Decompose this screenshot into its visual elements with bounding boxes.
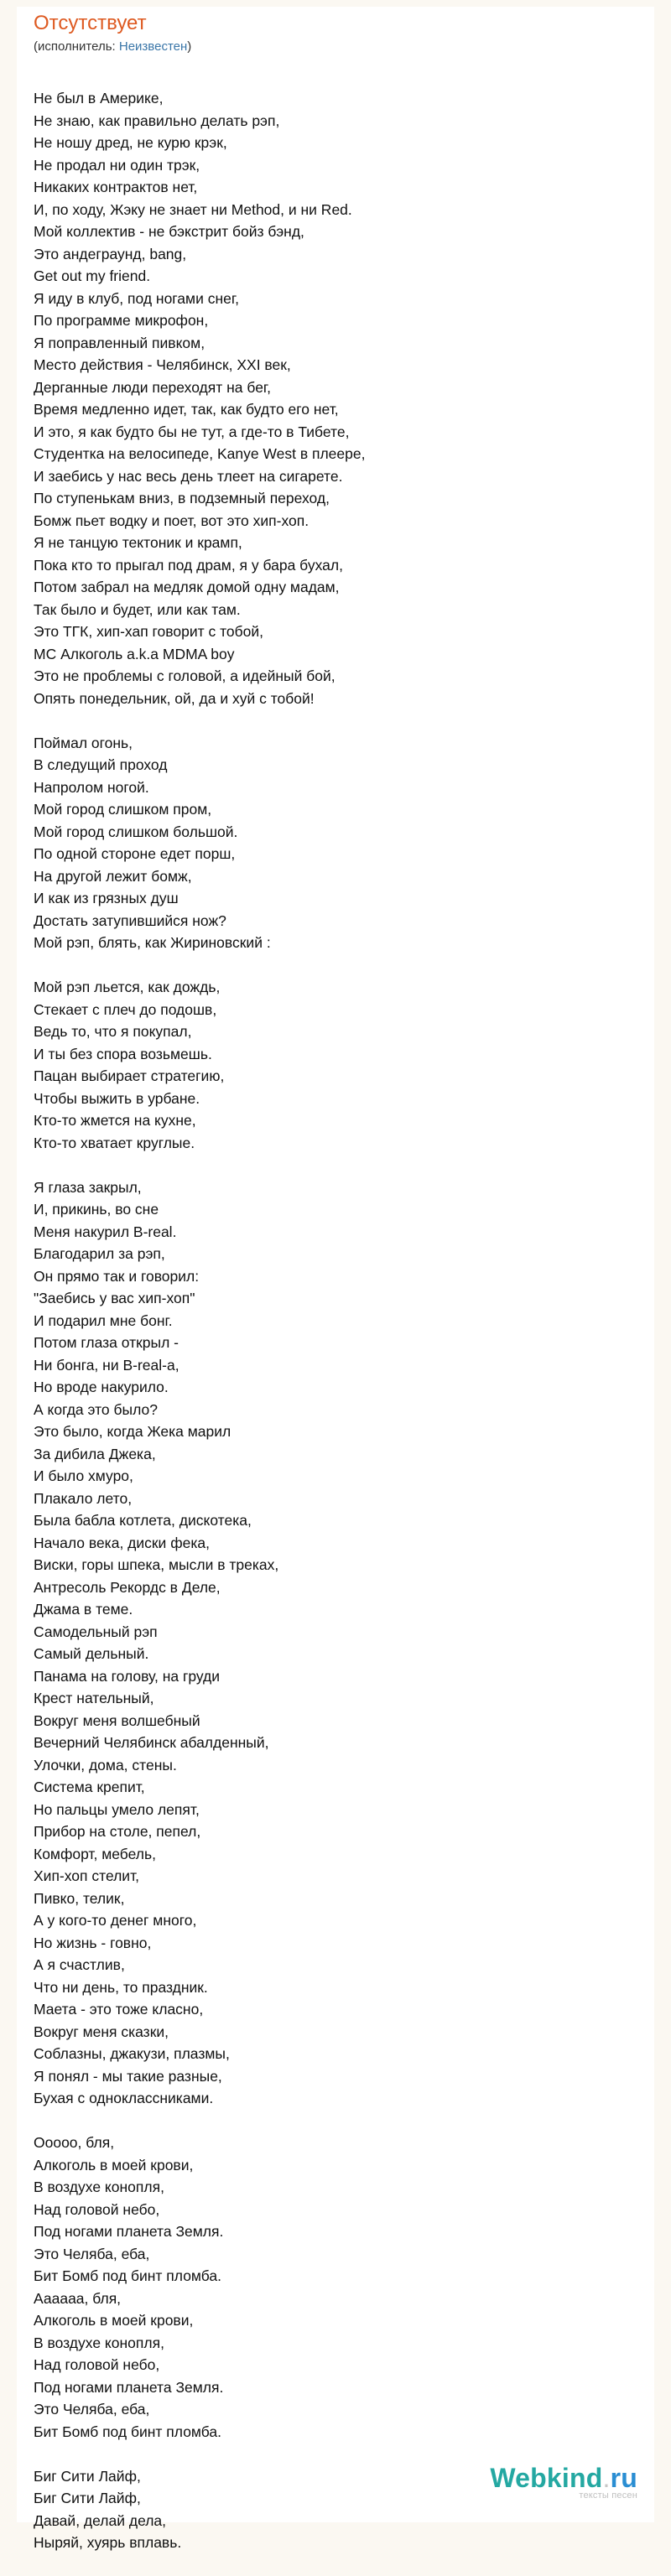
lyric-line: MC Алкоголь a.k.a MDMA boy: [34, 645, 235, 662]
lyric-line: Соблазны, джакузи, плазмы,: [34, 2045, 230, 2062]
lyric-line: Меня накурил B-real.: [34, 1223, 177, 1240]
lyric-line: Стекает с плеч до подошв,: [34, 1000, 217, 1018]
lyric-line: Он прямо так и говорил:: [34, 1267, 200, 1285]
lyric-line: Чтобы выжить в урбане.: [34, 1089, 200, 1107]
song-header: [34, 7, 637, 55]
lyric-line: Бит Бомб под бинт пломба.: [34, 2423, 221, 2440]
site-logo[interactable]: [453, 2464, 637, 2507]
lyric-line: Аааааа, бля,: [34, 2289, 122, 2307]
lyric-line: Над головой небо,: [34, 2200, 160, 2218]
lyric-line: Самый дельный.: [34, 1645, 149, 1662]
lyric-line: А когда это было?: [34, 1400, 158, 1418]
lyric-line: Панама на голову, на груди: [34, 1667, 221, 1685]
lyric-line: Самодельный рэп: [34, 1623, 158, 1640]
lyric-line: А я счастлив,: [34, 1956, 125, 1973]
lyric-line: Не был в Америке,: [34, 90, 164, 106]
lyric-line: Не знаю, как правильно делать рэп,: [34, 112, 280, 129]
lyric-line: Вокруг меня сказки,: [34, 2023, 169, 2040]
lyric-line: Биг Сити Лайф,: [34, 2467, 141, 2485]
lyric-line: В воздухе конопля,: [34, 2179, 164, 2195]
lyric-line: По ступенькам вниз, в подземный переход,: [34, 490, 330, 506]
artist-link[interactable]: Неизвестен: [118, 39, 188, 54]
lyric-line: По одной стороне едет порш,: [34, 845, 236, 862]
byline-prefix: (исполнитель:: [34, 39, 119, 54]
lyric-line: На другой лежит бомж,: [34, 867, 192, 885]
lyric-line: Мой город слишком большой.: [34, 823, 238, 840]
lyric-line: Потом глаза открыл -: [34, 1334, 179, 1351]
lyric-line: Пока кто то прыгал под драм, я у бара бухал,: [34, 556, 343, 574]
lyric-line: Я не танцую тектоник и крамп,: [34, 534, 242, 551]
lyric-line: Мой город слишком пром,: [34, 801, 212, 818]
lyric-line: Под ногами планета Земля.: [34, 2378, 224, 2396]
lyric-line: Это андеграунд, bang,: [34, 245, 187, 262]
site-logo-name: Webkind: [490, 2463, 603, 2493]
lyric-line: Плакало лето,: [34, 1489, 133, 1507]
lyric-line: Достать затупившийся нож?: [34, 911, 226, 929]
lyric-line: Прибор на столе, пепел,: [34, 1823, 201, 1840]
lyric-line: Я глаза закрыл,: [34, 1178, 142, 1196]
lyric-line: И, по ходу, Жэку не знает ни Method, и ни Red.: [34, 200, 352, 218]
song-title: Отсутствует: [34, 12, 147, 34]
lyrics-stanza: [34, 976, 637, 1154]
lyric-line: Виски, горы шпека, мысли в треках,: [34, 1556, 279, 1573]
lyric-line: Вечерний Челябинск абалденный,: [34, 1734, 269, 1751]
lyric-line: Потом забрал на медляк домой одну мадам,: [34, 579, 340, 595]
lyric-line: Система крепит,: [34, 1779, 145, 1795]
lyric-line: И как из грязных душ: [34, 890, 179, 906]
lyric-line: Бухая с одноклассниками.: [34, 2090, 214, 2106]
lyric-line: Это Челяба, еба,: [34, 2245, 150, 2262]
lyric-line: Пацан выбирает стратегию,: [34, 1067, 225, 1084]
lyrics-stanza: [34, 1176, 637, 2110]
lyric-line: Это было, когда Жека марил: [34, 1423, 231, 1440]
lyric-line: Я иду в клуб, под ногами снег,: [34, 289, 239, 307]
lyric-line: Ныряй, хуярь вплавь.: [34, 2534, 182, 2551]
lyric-line: Начало века, диски фека,: [34, 1534, 210, 1551]
lyric-line: В следущий проход: [34, 756, 168, 773]
lyric-line: Улочки, дома, стены.: [34, 1756, 177, 1774]
lyric-line: Маета - это тоже класно,: [34, 2001, 204, 2018]
lyric-line: Но вроде накурило.: [34, 1379, 169, 1395]
lyric-line: Поймал огонь,: [34, 734, 133, 751]
lyric-line: За дибила Джека,: [34, 1445, 156, 1462]
lyrics-stanza: [34, 87, 637, 709]
lyric-line: Под ногами планета Земля.: [34, 2223, 224, 2240]
lyric-line: И это, я как будто бы не тут, а где-то в Тибете,: [34, 423, 350, 440]
lyric-line: Кто-то жмется на кухне,: [34, 1112, 196, 1129]
lyric-line: Не ношу дред, не курю крэк,: [34, 134, 227, 151]
lyrics-stanza: [34, 2132, 637, 2443]
lyric-line: Алкоголь в моей крови,: [34, 2312, 194, 2329]
lyric-line: Биг Сити Лайф,: [34, 2490, 141, 2506]
lyric-line: Ооооо, бля,: [34, 2134, 115, 2151]
lyric-line: Комфорт, мебель,: [34, 1845, 156, 1862]
lyric-line: Над головой небо,: [34, 2356, 160, 2373]
lyric-line: Бомж пьет водку и поет, вот это хип-хоп.: [34, 512, 309, 529]
lyrics-stanza: [34, 732, 637, 954]
artist-byline: [34, 39, 637, 55]
lyric-line: Хип-хоп стелит,: [34, 1867, 140, 1884]
lyric-line: Мой рэп, блять, как Жириновский :: [34, 934, 271, 951]
lyric-line: Напролом ногой.: [34, 778, 149, 796]
lyric-line: Кто-то хватает круглые.: [34, 1134, 195, 1151]
lyric-line: Get out my friend.: [34, 267, 151, 284]
lyrics-page: [17, 7, 654, 2551]
lyric-line: Время медленно идет, так, как будто его нет,: [34, 401, 339, 418]
lyric-line: Что ни день, то праздник.: [34, 1978, 208, 1996]
lyric-line: Антресоль Рекордс в Деле,: [34, 1578, 221, 1596]
lyric-line: Была бабла котлета, дискотека,: [34, 1512, 252, 1529]
lyric-line: Мой коллектив - не бэкстрит бойз бэнд,: [34, 223, 304, 240]
lyric-line: По программе микрофон,: [34, 312, 209, 329]
lyric-line: Но пальцы умело лепят,: [34, 1800, 200, 1818]
lyric-line: Джама в теме.: [34, 1601, 133, 1618]
lyric-line: Вокруг меня волшебный: [34, 1711, 200, 1729]
lyric-line: Никаких контрактов нет,: [34, 179, 198, 195]
lyric-line: Я понял - мы такие разные,: [34, 2067, 222, 2085]
lyric-line: Давай, делай дела,: [34, 2511, 167, 2529]
site-logo-wordmark: [453, 2464, 637, 2492]
lyric-line: Опять понедельник, ой, да и хуй с тобой!: [34, 689, 315, 707]
lyric-line: Место действия - Челябинск, XXI век,: [34, 356, 291, 373]
lyric-line: И было хмуро,: [34, 1467, 133, 1484]
lyric-line: В воздухе конопля,: [34, 2334, 164, 2351]
lyric-line: Студентка на велосипеде, Kanye West в плеере,: [34, 445, 366, 462]
lyric-line: И, прикинь, во сне: [34, 1201, 159, 1218]
byline-suffix: ): [187, 39, 192, 54]
lyric-line: Не продал ни один трэк,: [34, 156, 200, 174]
lyrics-body: [34, 87, 637, 2576]
site-logo-tagline: тексты песен: [579, 2490, 637, 2501]
lyric-line: Я поправленный пивком,: [34, 334, 205, 351]
lyric-line: Алкоголь в моей крови,: [34, 2156, 194, 2174]
lyric-line: Мой рэп льется, как дождь,: [34, 979, 221, 995]
lyric-line: Это ТГК, хип-хап говорит с тобой,: [34, 623, 264, 640]
lyric-line: Дерганные люди переходят на бег,: [34, 378, 272, 396]
site-logo-dot: .: [602, 2463, 611, 2493]
lyric-line: А у кого-то денег много,: [34, 1912, 197, 1929]
lyric-line: Это не проблемы с головой, а идейный бой,: [34, 667, 336, 684]
lyric-line: Пивко, телик,: [34, 1889, 125, 1907]
lyric-line: Благодарил за рэп,: [34, 1245, 165, 1262]
lyric-line: И подарил мне бонг.: [34, 1311, 173, 1329]
lyric-line: Это Челяба, еба,: [34, 2401, 150, 2418]
lyric-line: И заебись у нас весь день тлеет на сигарете.: [34, 467, 343, 485]
lyric-line: "Заебись у вас хип-хоп": [34, 1290, 195, 1306]
lyric-line: Крест нательный,: [34, 1690, 154, 1706]
lyric-line: Ни бонга, ни B-real-a,: [34, 1356, 179, 1374]
lyric-line: Бит Бомб под бинт пломба.: [34, 2267, 221, 2284]
lyric-line: Так было и будет, или как там.: [34, 600, 241, 618]
site-logo-tld: ru: [610, 2463, 637, 2493]
lyric-line: Но жизнь - говно,: [34, 1934, 152, 1951]
lyric-line: Ведь то, что я покупал,: [34, 1023, 192, 1040]
lyric-line: И ты без спора возьмешь.: [34, 1045, 212, 1062]
